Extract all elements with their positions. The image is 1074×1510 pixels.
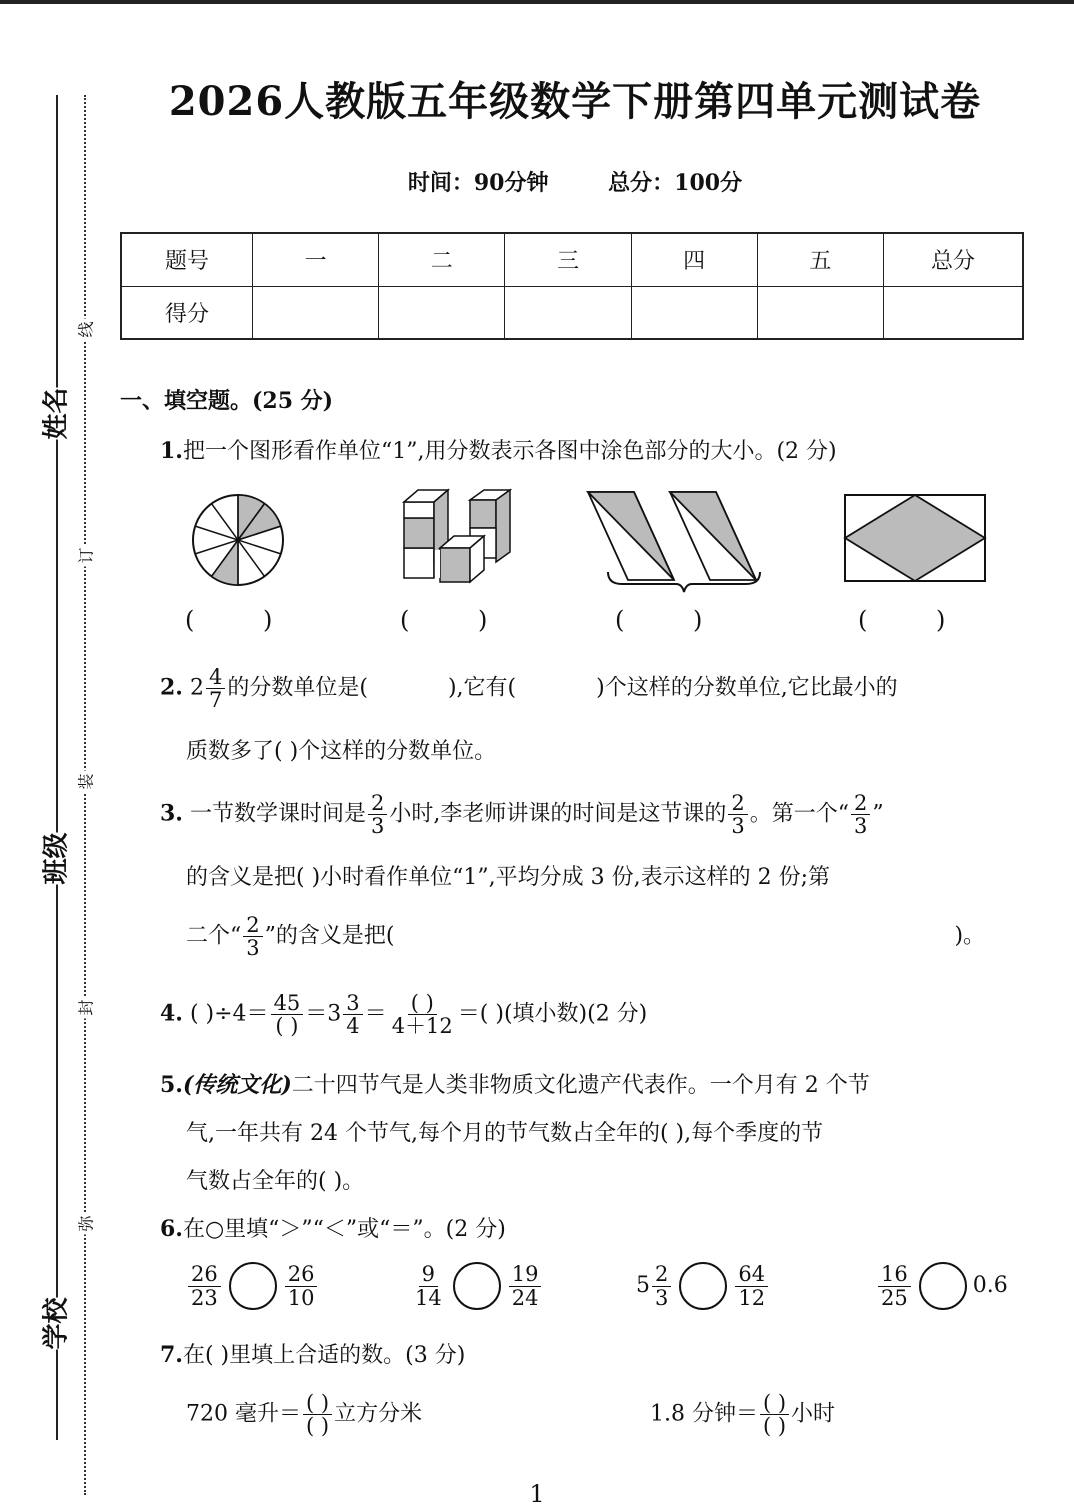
numerator: 45 <box>271 992 304 1015</box>
text: 二十四节气是人类非物质文化遗产代表作。一个月有 2 个节 <box>291 1073 870 1098</box>
page-title: 2026人教版五年级数学下册第四单元测试卷 <box>168 78 982 125</box>
compare-item-1 <box>186 1262 319 1310</box>
answer-fraction[interactable] <box>303 1392 332 1437</box>
denominator: 12 <box>738 1285 766 1310</box>
question-number: 1. <box>160 438 183 464</box>
compare-circle[interactable] <box>453 1262 501 1310</box>
question-text: 在( )里填上合适的数。(3 分) <box>182 1343 466 1368</box>
numerator: 26 <box>285 1263 318 1286</box>
numerator: ( ) <box>408 992 437 1015</box>
score-input-cell[interactable] <box>379 286 505 339</box>
question-4 <box>160 992 647 1037</box>
text: 720 毫升＝ <box>186 1401 301 1427</box>
question-3 <box>160 792 884 837</box>
rectangle-figure <box>842 492 990 586</box>
exam-info <box>120 166 1030 197</box>
numerator: 2 <box>368 792 387 815</box>
question-number: 5. <box>160 1072 183 1098</box>
fraction <box>368 792 387 837</box>
fraction <box>243 914 262 959</box>
compare-circle[interactable] <box>229 1262 277 1310</box>
compare-item-3 <box>636 1262 770 1310</box>
question-1 <box>160 434 837 465</box>
text: ＝( )(填小数)(2 分) <box>457 1001 648 1027</box>
question-5-line3: 气数占全年的( )。 <box>186 1169 365 1194</box>
text: 一节数学课时间是 <box>189 801 366 827</box>
denominator: 14 <box>415 1285 442 1310</box>
compare-item-4 <box>876 1262 1008 1310</box>
denominator: 4 <box>346 1014 360 1039</box>
parallelogram-figure <box>582 488 762 608</box>
text: ( )÷4＝ <box>189 1001 269 1027</box>
denominator: 10 <box>287 1285 315 1310</box>
text: ＝3 <box>305 1001 342 1027</box>
score-header-cell: 五 <box>757 233 883 286</box>
cut-line <box>84 95 86 1495</box>
numerator: 2 <box>243 914 262 937</box>
score-input-cell[interactable] <box>631 286 757 339</box>
score-table <box>120 232 1024 340</box>
unit-conversion-2 <box>650 1392 835 1437</box>
question-number: 7. <box>160 1342 183 1368</box>
fraction <box>271 992 304 1037</box>
score-input-cell[interactable] <box>757 286 883 339</box>
text: ＝ <box>364 1001 387 1027</box>
numerator: 9 <box>419 1263 438 1286</box>
denominator: 7 <box>208 688 223 713</box>
numerator: 16 <box>878 1263 911 1286</box>
mixed-whole: 2 <box>189 675 204 701</box>
denominator: 25 <box>881 1285 908 1310</box>
text: 二个“ <box>186 923 242 949</box>
score-input-cell[interactable] <box>505 286 631 339</box>
decimal-value: 0.6 <box>972 1273 1008 1298</box>
text: 小时 <box>791 1401 836 1427</box>
cut-word-1: 线 <box>74 319 97 341</box>
answer-blank-1[interactable]: ( ) <box>185 606 273 634</box>
text: 立方分米 <box>334 1401 423 1427</box>
text: 的分数单位是( <box>227 675 368 701</box>
fraction <box>728 792 747 837</box>
question-3-line3 <box>186 914 985 959</box>
question-7 <box>160 1338 465 1369</box>
denominator: 3 <box>731 814 745 839</box>
fraction <box>389 992 456 1037</box>
cut-word-2: 订 <box>74 545 97 567</box>
question-5-line2: 气,一年共有 24 个节气,每个月的节气数占全年的( ),每个季度的节 <box>186 1121 824 1146</box>
compare-item-2 <box>410 1262 543 1310</box>
score-input-cell[interactable] <box>884 286 1024 339</box>
cut-word-5: 弥 <box>74 1213 97 1235</box>
circle-figure <box>190 492 290 592</box>
fraction <box>206 666 225 711</box>
answer-blank-3[interactable]: ( ) <box>615 606 703 634</box>
denominator-blank[interactable]: ( ) <box>762 1414 787 1439</box>
numerator-blank[interactable]: ( ) <box>303 1392 332 1415</box>
answer-blank-2[interactable]: ( ) <box>400 606 488 634</box>
numerator: 3 <box>343 992 362 1015</box>
score-header-cell: 总分 <box>884 233 1024 286</box>
question-number: 4. <box>160 1000 183 1027</box>
numerator: 2 <box>652 1263 671 1286</box>
text: ”的含义是把( <box>264 923 395 949</box>
culture-tag: (传统文化) <box>182 1072 292 1098</box>
score-header-cell: 一 <box>253 233 379 286</box>
question-3-line2: 的含义是把( )小时看作单位“1”,平均分成 3 份,表示这样的 2 份;第 <box>186 865 831 890</box>
numerator-blank[interactable]: ( ) <box>760 1392 789 1415</box>
total-label: 总分：100分 <box>608 170 743 196</box>
mixed-whole: 5 <box>636 1273 650 1298</box>
text: )个这样的分数单位,它比最小的 <box>596 675 898 701</box>
time-label: 时间：90分钟 <box>407 170 549 196</box>
class-label: 班级 <box>36 832 73 884</box>
question-text: 把一个图形看作单位“1”,用分数表示各图中涂色部分的大小。(2 分) <box>182 439 837 464</box>
denominator: 4＋12 <box>391 1014 453 1039</box>
denominator: 3 <box>655 1285 669 1310</box>
text: 小时,李老师讲课的时间是这节课的 <box>389 801 727 827</box>
name-label: 姓名 <box>36 387 73 439</box>
score-row-label: 得分 <box>121 286 253 339</box>
question-2 <box>160 666 898 711</box>
score-input-cell[interactable] <box>253 286 379 339</box>
compare-circle[interactable] <box>679 1262 727 1310</box>
numerator: 26 <box>188 1263 221 1286</box>
top-border <box>0 0 1074 4</box>
question-2-line2: 质数多了( )个这样的分数单位。 <box>186 739 497 764</box>
question-5 <box>160 1068 870 1099</box>
text: 。第一个“ <box>749 801 849 827</box>
text: ),它有( <box>447 675 517 701</box>
denominator: 3 <box>370 814 385 839</box>
numerator: 64 <box>735 1263 768 1286</box>
denominator: 24 <box>511 1285 539 1310</box>
text: ” <box>872 801 884 827</box>
answer-fraction[interactable] <box>760 1392 789 1437</box>
denominator: 23 <box>191 1285 218 1310</box>
question-text: 在○里填“＞”“＜”或“＝”。(2 分) <box>182 1217 506 1242</box>
text: 1.8 分钟＝ <box>650 1401 758 1427</box>
answer-blank-4[interactable]: ( ) <box>858 606 946 634</box>
denominator: 3 <box>246 936 260 961</box>
denominator: ( ) <box>275 1014 299 1039</box>
question-number: 3. <box>160 800 183 827</box>
cut-word-3: 装 <box>74 771 97 793</box>
fraction <box>343 992 362 1037</box>
score-header-cell: 四 <box>631 233 757 286</box>
numerator: 2 <box>851 792 870 815</box>
question-6 <box>160 1212 506 1243</box>
compare-circle[interactable] <box>919 1262 967 1310</box>
cut-word-4: 封 <box>74 997 97 1019</box>
numerator: 2 <box>728 792 747 815</box>
cube-figure <box>400 488 520 588</box>
score-header-cell: 题号 <box>121 233 253 286</box>
score-header-cell: 三 <box>505 233 631 286</box>
margin-line <box>56 95 58 1440</box>
unit-conversion-1 <box>186 1392 422 1437</box>
numerator: 4 <box>206 666 225 689</box>
denominator-blank[interactable]: ( ) <box>306 1414 330 1439</box>
question-number: 2. <box>160 674 183 701</box>
page-number: 1 <box>529 1480 545 1508</box>
section-heading: 一、填空题。(25 分) <box>120 388 334 414</box>
question-number: 6. <box>160 1216 183 1242</box>
fraction <box>851 792 870 837</box>
text: )。 <box>954 923 986 949</box>
numerator: 19 <box>509 1263 542 1286</box>
score-header-cell: 二 <box>379 233 505 286</box>
denominator: 3 <box>853 814 868 839</box>
school-label: 学校 <box>36 1297 73 1349</box>
